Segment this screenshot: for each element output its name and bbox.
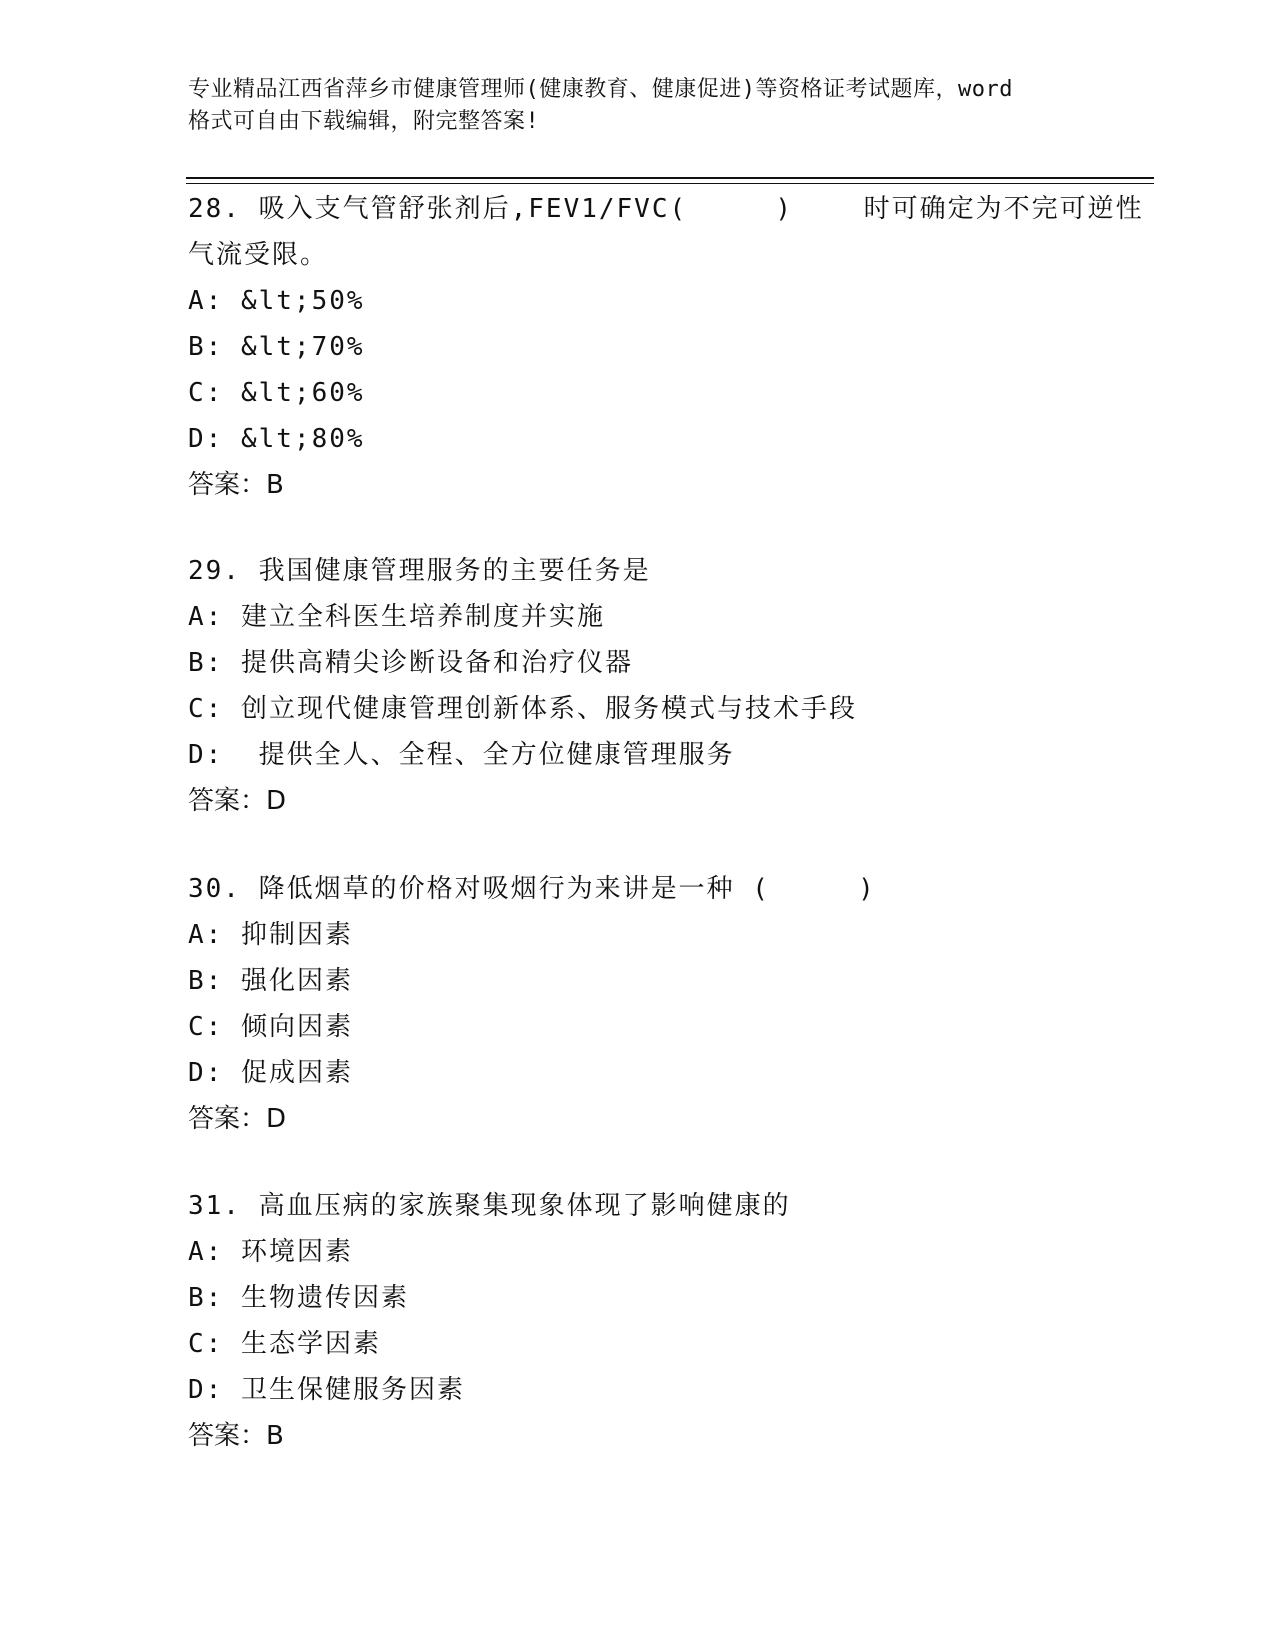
document-header	[188, 74, 1088, 138]
question-28	[188, 186, 1148, 508]
option-a: A: 抑制因素	[188, 920, 353, 950]
option-a: A: 建立全科医生培养制度并实施	[188, 602, 605, 632]
question-29	[188, 548, 1148, 824]
header-rule-thick	[186, 177, 1154, 179]
option-a: A: 环境因素	[188, 1237, 353, 1267]
option-c: C: 倾向因素	[188, 1012, 353, 1042]
option-c: C: 生态学因素	[188, 1329, 381, 1359]
question-31	[188, 1183, 1148, 1459]
header-line-1: 专业精品江西省萍乡市健康管理师(健康教育、健康促进)等资格证考试题库，word	[188, 77, 1013, 102]
option-c: C: 创立现代健康管理创新体系、服务模式与技术手段	[188, 694, 857, 724]
question-stem: 31. 高血压病的家族聚集现象体现了影响健康的	[188, 1191, 791, 1221]
question-stem: 30. 降低烟草的价格对吸烟行为来讲是一种 ( )	[188, 874, 876, 904]
option-b: B: 提供高精尖诊断设备和治疗仪器	[188, 648, 633, 678]
option-c: C: &lt;60%	[188, 378, 365, 408]
question-stem: 29. 我国健康管理服务的主要任务是	[188, 556, 651, 586]
question-stem-continued: 气流受限。	[188, 240, 329, 270]
option-b: B: 强化因素	[188, 966, 353, 996]
option-d: D: &lt;80%	[188, 424, 365, 454]
answer: 答案：B	[188, 470, 284, 500]
option-d: D: 提供全人、全程、全方位健康管理服务	[188, 740, 735, 770]
option-b: B: 生物遗传因素	[188, 1283, 409, 1313]
header-line-2: 格式可自由下载编辑，附完整答案!	[188, 109, 540, 134]
option-d: D: 卫生保健服务因素	[188, 1375, 465, 1405]
question-30	[188, 866, 1148, 1142]
answer: 答案：D	[188, 1104, 287, 1134]
question-stem: 28. 吸入支气管舒张剂后,FEV1/FVC( ) 时可确定为不完可逆性	[188, 194, 1144, 224]
option-d: D: 促成因素	[188, 1058, 353, 1088]
answer: 答案：B	[188, 1421, 284, 1451]
answer: 答案：D	[188, 786, 287, 816]
header-rule-thin	[186, 183, 1154, 184]
option-b: B: &lt;70%	[188, 332, 365, 362]
option-a: A: &lt;50%	[188, 286, 365, 316]
